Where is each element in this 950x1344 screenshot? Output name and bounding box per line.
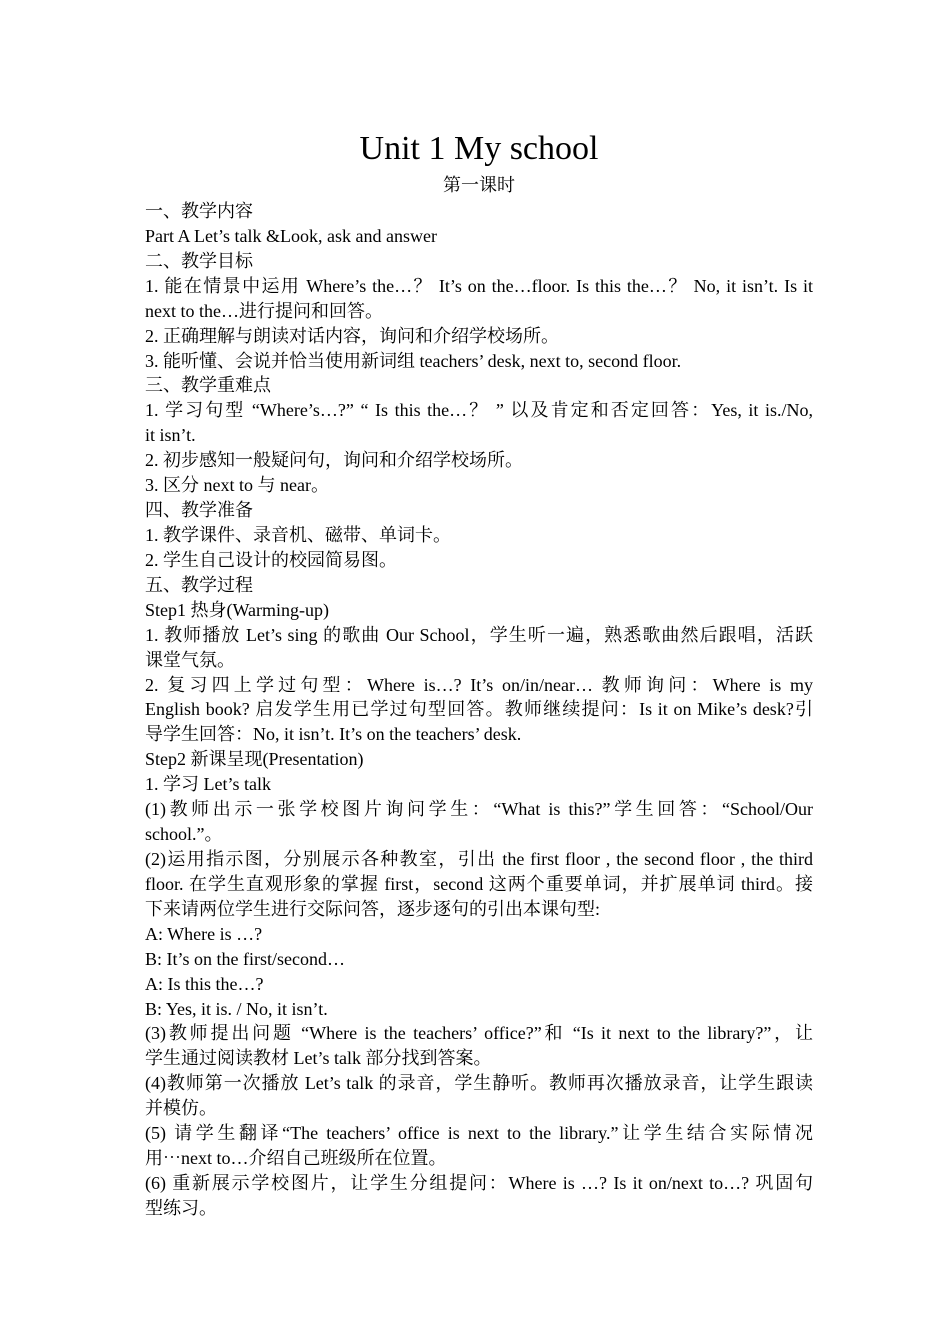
text-line: 并模仿。 [145,1098,217,1119]
text-line: (5) 请学生翻译“The teachers’ office is next to the library.”让学生结合实际情况 [145,1123,813,1144]
text-line: 1. 学习 Let’s talk [145,774,271,795]
text-line: 3. 区分 next to 与 near。 [145,475,329,496]
text-line: 课堂气氛。 [145,649,235,670]
text-line: floor. 在学生直观形象的掌握 first，second 这两个重要单词，并扩展单词 third。接 [145,873,813,894]
document-subtitle: 第一课时 [443,175,515,195]
text-line: (6) 重新展示学校图片，让学生分组提问：Where is …? Is it on/next to…? 巩固句 [145,1172,813,1193]
text-line: 用⋯next to…介绍自己班级所在位置。 [145,1148,447,1169]
text-line: 2. 初步感知一般疑问句，询问和介绍学校场所。 [145,450,523,471]
text-line: 2. 复习四上学过句型：Where is…? It’s on/in/near… 教师询问：Where is my [145,674,813,695]
text-line: 2. 学生自己设计的校园简易图。 [145,549,397,570]
text-line: (1)教师出示一张学校图片询问学生：“What is this?”学生回答：“School/Our [145,799,813,820]
text-line: 2. 正确理解与朗读对话内容，询问和介绍学校场所。 [145,325,559,346]
text-line: 3. 能听懂、会说并恰当使用新词组 teachers’ desk, next to, second floor. [145,350,682,371]
text-line: 型练习。 [145,1197,217,1218]
text-line: 1. 能在情景中运用 Where’s the…？ It’s on the…floor. Is this the…？ No, it isn’t. Is it [145,275,813,296]
text-line: Step1 热身(Warming-up) [145,599,330,620]
text-line: Part A Let’s talk &Look, ask and answer [145,225,437,246]
text-line: English book? 启发学生用已学过句型回答。教师继续提问：Is it on Mike’s desk?引 [145,699,813,720]
text-line: Step2 新课呈现(Presentation) [145,749,364,770]
text-line: (3)教师提出问题 “Where is the teachers’ office?”和 “Is it next to the library?”，让 [145,1023,813,1044]
text-line: 学生通过阅读教材 Let’s talk 部分找到答案。 [145,1048,492,1069]
text-line: A: Where is …? [145,923,263,944]
document-body [145,199,813,1221]
text-line: 导学生回答：No, it isn’t. It’s on the teachers’ desk. [145,724,522,745]
text-line: 一、教学内容 [145,201,253,221]
text-line: school.”。 [145,824,223,845]
text-line: B: It’s on the first/second… [145,948,345,969]
document-title: Unit 1 My school [359,130,599,167]
text-line: 五、教学过程 [145,574,253,595]
text-line: B: Yes, it is. / No, it isn’t. [145,998,328,1019]
text-line: next to the…进行提问和回答。 [145,300,383,321]
text-line: 三、教学重难点 [145,375,271,396]
text-line: A: Is this the…? [145,973,264,994]
text-line: 下来请两位学生进行交际问答，逐步逐句的引出本课句型: [145,898,600,919]
text-line: 1. 教学课件、录音机、磁带、单词卡。 [145,524,451,545]
text-line: it isn’t. [145,425,196,446]
text-line: (4)教师第一次播放 Let’s talk 的录音，学生静听。教师再次播放录音，让学生跟读 [145,1073,813,1094]
text-line: 二、教学目标 [145,250,253,271]
text-line: 1. 学习句型 “Where’s…?” “ Is this the…？ ” 以及肯定和否定回答：Yes, it is./No, [145,400,813,421]
text-line: (2)运用指示图，分别展示各种教室，引出 the first floor , the second floor , the third [145,848,813,869]
text-line: 1. 教师播放 Let’s sing 的歌曲 Our School，学生听一遍，熟悉歌曲然后跟唱，活跃 [145,624,813,645]
text-line: 四、教学准备 [145,500,253,521]
